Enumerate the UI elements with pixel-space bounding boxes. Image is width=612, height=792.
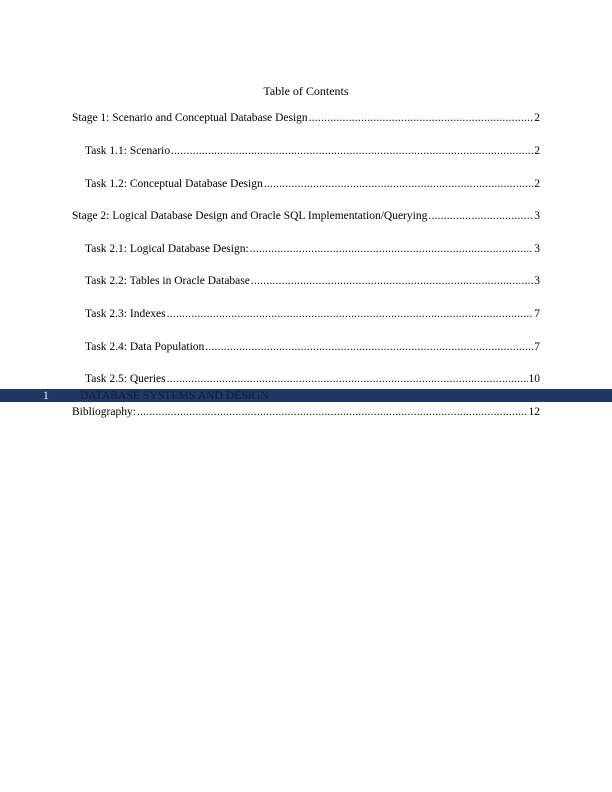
- toc-entry-task-2-5[interactable]: [85, 372, 540, 386]
- toc-entry-task-2-3[interactable]: [85, 307, 540, 321]
- toc-dot-leader: [167, 372, 528, 386]
- footer-page-number: 1: [43, 390, 49, 402]
- toc-entry-page: 12: [528, 406, 540, 418]
- toc-dot-leader: [171, 144, 533, 158]
- toc-entry-task-2-2[interactable]: [85, 274, 540, 288]
- toc-entry-label: Task 1.1: Scenario: [85, 145, 171, 157]
- toc-entry-page: 2: [534, 145, 540, 157]
- toc-dot-leader: [251, 274, 533, 288]
- toc-entry-label: Stage 2: Logical Database Design and Oracle SQL Implementation/Querying: [72, 210, 428, 222]
- toc-dot-leader: [137, 405, 528, 419]
- toc-entry-page: 7: [534, 341, 540, 353]
- toc-dot-leader: [205, 340, 533, 354]
- toc-entry-page: 7: [534, 308, 540, 320]
- toc-entry-task-2-1[interactable]: [85, 242, 540, 256]
- toc-entry-page: 2: [534, 112, 540, 124]
- toc-entry-page: 3: [534, 210, 540, 222]
- toc-entry-task-1-1[interactable]: [85, 144, 540, 158]
- toc-entry-label: Task 2.2: Tables in Oracle Database: [85, 275, 250, 287]
- toc-entry-label: Task 1.2: Conceptual Database Design: [85, 178, 263, 190]
- toc-entry-stage-2[interactable]: [72, 209, 540, 223]
- toc-dot-leader: [167, 307, 534, 321]
- toc-entry-task-2-4[interactable]: [85, 340, 540, 354]
- toc-entry-label: Task 2.1: Logical Database Design:: [85, 243, 249, 255]
- toc-entry-page: 2: [534, 178, 540, 190]
- toc-dot-leader: [428, 209, 533, 223]
- toc-entry-label: Bibliography:: [72, 406, 136, 418]
- toc-entry-label: Task 2.5: Queries: [85, 373, 166, 385]
- toc-entry-page: 10: [528, 373, 540, 385]
- toc-entry-label: Task 2.3: Indexes: [85, 308, 166, 320]
- toc-heading: Table of Contents: [263, 84, 349, 98]
- toc-entry-stage-1[interactable]: [72, 111, 540, 125]
- toc-dot-leader: [309, 111, 534, 125]
- toc-dot-leader: [264, 177, 534, 191]
- toc-entry-page: 3: [534, 275, 540, 287]
- toc-entry-bibliography[interactable]: [72, 405, 540, 419]
- toc-entry-task-1-2[interactable]: [85, 177, 540, 191]
- toc-entry-label: Task 2.4: Data Population: [85, 341, 205, 353]
- toc-entry-page: 3: [534, 243, 540, 255]
- toc-entry-label: Stage 1: Scenario and Conceptual Database Design: [72, 112, 308, 124]
- footer-document-title: DATABASE SYSTEMS AND DESIGN: [80, 390, 269, 402]
- toc-dot-leader: [250, 242, 534, 256]
